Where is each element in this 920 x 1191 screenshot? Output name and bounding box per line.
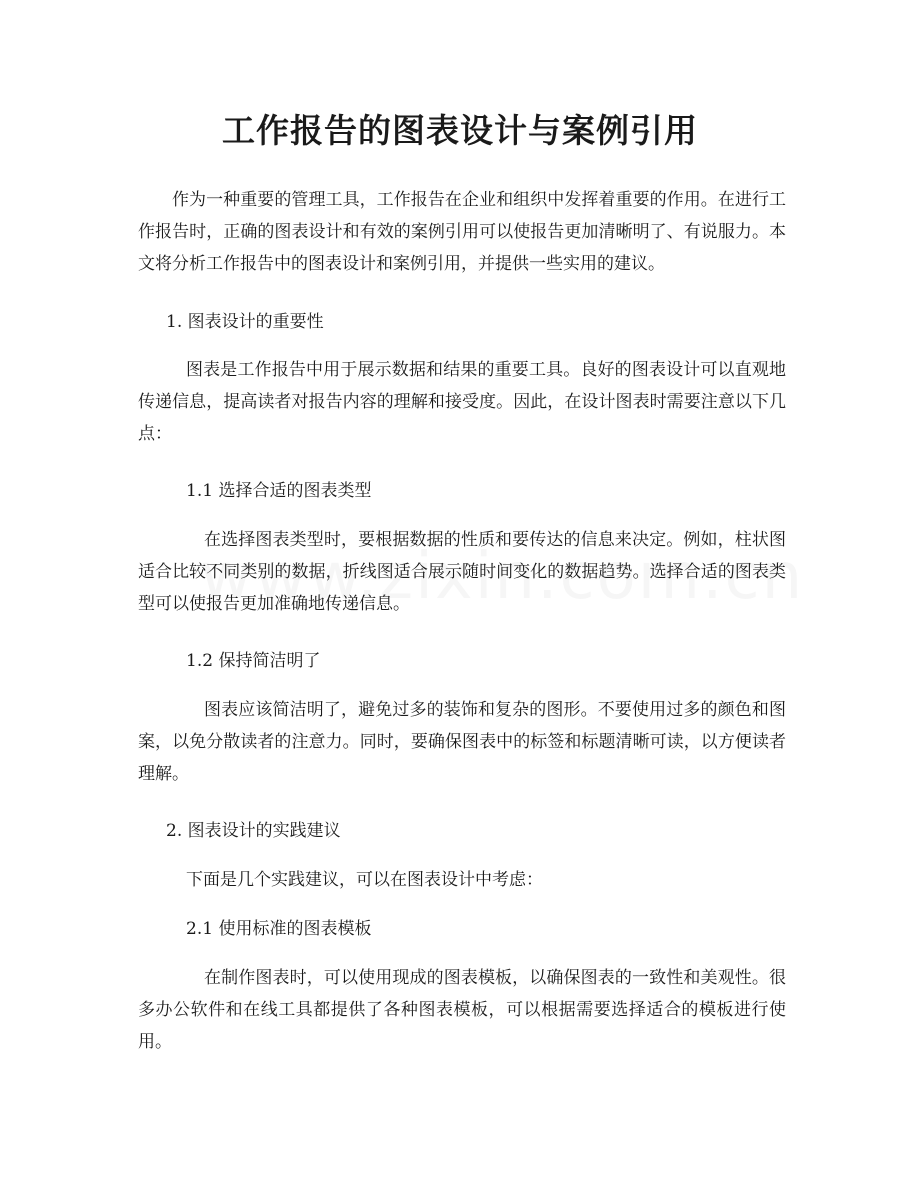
subsection-1-1-heading: 1.1 选择合适的图表类型 — [186, 481, 372, 501]
section-1-paragraph: 图表是工作报告中用于展示数据和结果的重要工具。良好的图表设计可以直观地传递信息，提高读者对报告内容的理解和接受度。因此，在设计图表时需要注意以下几点： — [138, 360, 786, 444]
subsection-2-1-heading: 2.1 使用标准的图表模板 — [186, 919, 372, 939]
subsection-1-1-paragraph: 在选择图表类型时，要根据数据的性质和要传达的信息来决定。例如，柱状图适合比较不同类别的数据，折线图适合展示随时间变化的数据趋势。选择合适的图表类型可以使报告更加准确地传递信息。 — [138, 530, 786, 614]
subsection-2-1-paragraph: 在制作图表时，可以使用现成的图表模板，以确保图表的一致性和美观性。很多办公软件和在线工具都提供了各种图表模板，可以根据需要选择适合的模板进行使用。 — [138, 968, 786, 1052]
section-2-paragraph: 下面是几个实践建议，可以在图表设计中考虑： — [186, 870, 543, 890]
page-title: 工作报告的图表设计与案例引用 — [222, 111, 698, 150]
intro-paragraph: 作为一种重要的管理工具，工作报告在企业和组织中发挥着重要的作用。在进行工作报告时，正确的图表设计和有效的案例引用可以使报告更加清晰明了、有说服力。本文将分析工作报告中的图表设计和案例引用，并提供一些实用的建议。 — [138, 190, 786, 274]
section-1-heading: 1. 图表设计的重要性 — [166, 312, 324, 332]
subsection-1-2-paragraph: 图表应该简洁明了，避免过多的装饰和复杂的图形。不要使用过多的颜色和图案，以免分散读者的注意力。同时，要确保图表中的标签和标题清晰可读，以方便读者理解。 — [138, 700, 786, 784]
subsection-1-2-heading: 1.2 保持简洁明了 — [186, 651, 321, 671]
section-2-heading: 2. 图表设计的实践建议 — [166, 821, 341, 841]
